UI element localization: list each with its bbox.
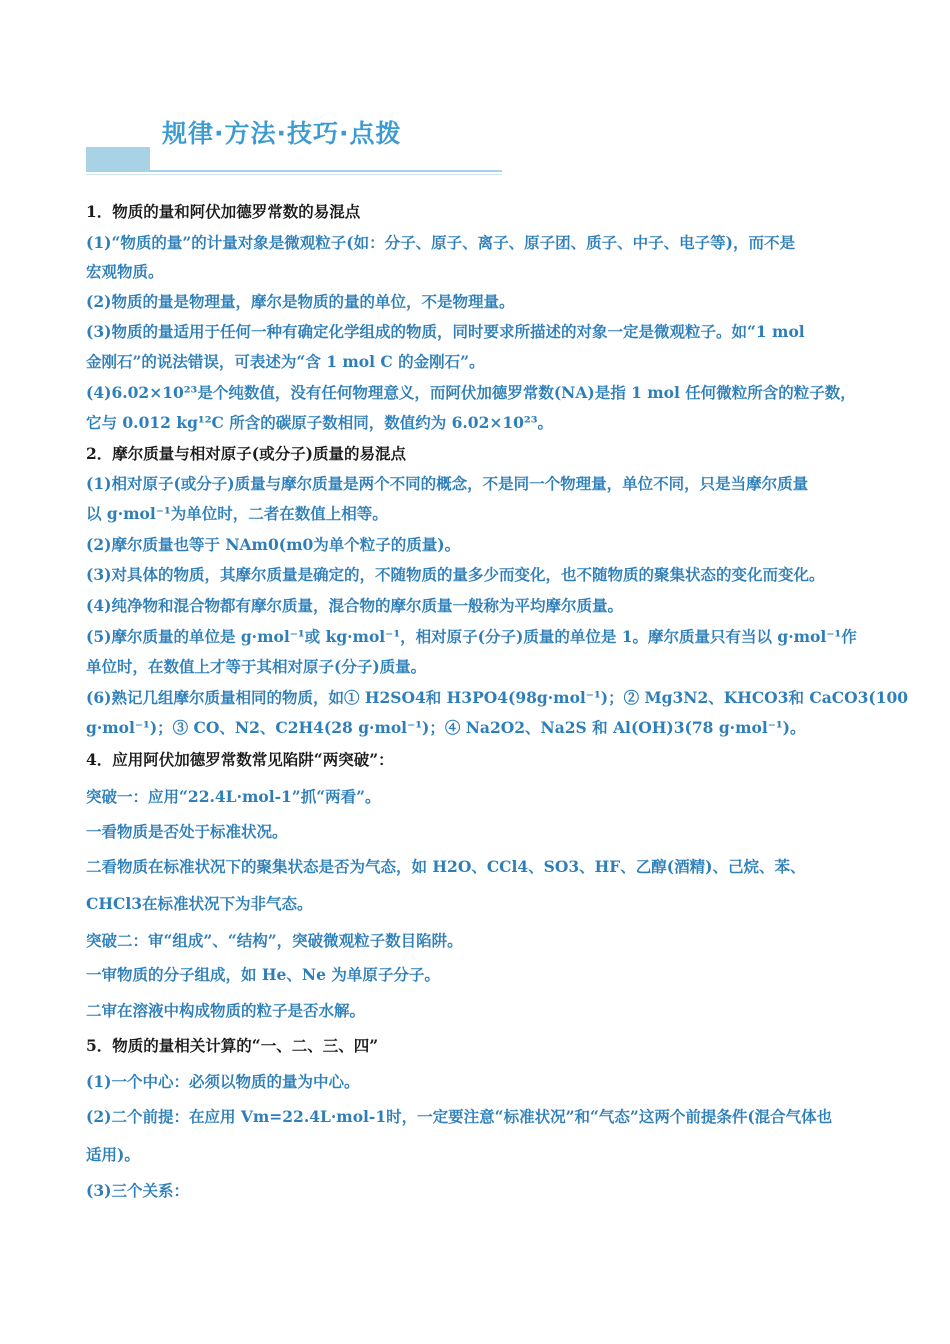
banner-rule (86, 170, 502, 172)
review-2: 二审在溶液中构成物质的粒子是否水解。 (86, 1001, 366, 1020)
heading-1: 1．物质的量和阿伏加德罗常数的易混点 (86, 202, 361, 221)
para-5-2-line1: (2)二个前提：在应用 Vm=22.4L·mol-1时，一定要注意“标准状况”和“气态”这两个前提条件(混合气体也 (86, 1107, 833, 1126)
para-2-6-line1: (6)熟记几组摩尔质量相同的物质，如① H2SO4和 H3PO4(98g·mol⁻¹)；② Mg3N2、KHCO3和 CaCO3(100 (86, 688, 909, 707)
para-1-4-line1: (4)6.02×10²³是个纯数值，没有任何物理意义，而阿伏加德罗常数(NA)是指 1 mol 任何微粒所含的粒子数， (86, 383, 856, 402)
para-1-3-line1: (3)物质的量适用于任何一种有确定化学组成的物质，同时要求所描述的对象一定是微观粒子。如“1 mol (86, 322, 805, 341)
breakthrough-2: 突破二：审“组成”、“结构”，突破微观粒子数目陷阱。 (86, 931, 463, 950)
heading-4: 4．应用阿伏加德罗常数常见陷阱“两突破”： (86, 750, 394, 769)
para-2-1-line1: (1)相对原子(或分子)质量与摩尔质量是两个不同的概念，不是同一个物理量，单位不同，只是当摩尔质量 (86, 474, 809, 493)
para-5-3: (3)三个关系： (86, 1181, 189, 1200)
para-1-4-line2: 它与 0.012 kg¹²C 所含的碳原子数相同，数值约为 6.02×10²³。 (86, 413, 553, 432)
heading-5: 5．物质的量相关计算的“一、二、三、四” (86, 1036, 379, 1055)
para-2-4: (4)纯净物和混合物都有摩尔质量，混合物的摩尔质量一般称为平均摩尔质量。 (86, 596, 623, 615)
para-5-1: (1)一个中心：必须以物质的量为中心。 (86, 1072, 360, 1091)
heading-2: 2．摩尔质量与相对原子(或分子)质量的易混点 (86, 444, 406, 463)
para-2-2: (2)摩尔质量也等于 NAm0(m0为单个粒子的质量)。 (86, 535, 461, 554)
breakthrough-1: 突破一：应用“22.4L·mol-1”抓“两看”。 (86, 787, 381, 806)
para-2-5-line2: 单位时，在数值上才等于其相对原子(分子)质量。 (86, 657, 427, 676)
section-banner-title: 规律·方法·技巧·点拨 (162, 119, 402, 148)
review-1: 一审物质的分子组成，如 He、Ne 为单原子分子。 (86, 965, 440, 984)
para-1-1-line2: 宏观物质。 (86, 262, 164, 281)
check-1: 一看物质是否处于标准状况。 (86, 822, 288, 841)
banner-rule-thin (86, 174, 502, 175)
para-1-3-line2: 金刚石”的说法错误，可表述为“含 1 mol C 的金刚石”。 (86, 352, 485, 371)
para-1-1-line1: (1)“物质的量”的计量对象是微观粒子(如：分子、原子、离子、原子团、质子、中子、电子等)，而不是 (86, 233, 795, 252)
check-2-line1: 二看物质在标准状况下的聚集状态是否为气态，如 H2O、CCl4、SO3、HF、乙醇(酒精)、己烷、苯、 (86, 857, 806, 876)
para-5-2-line2: 适用)。 (86, 1145, 140, 1164)
banner-tab (86, 147, 150, 171)
para-2-6-line2: g·mol⁻¹)；③ CO、N2、C2H4(28 g·mol⁻¹)；④ Na2O2、Na2S 和 Al(OH)3(78 g·mol⁻¹)。 (86, 718, 806, 737)
para-2-5-line1: (5)摩尔质量的单位是 g·mol⁻¹或 kg·mol⁻¹，相对原子(分子)质量的单位是 1。摩尔质量只有当以 g·mol⁻¹作 (86, 627, 857, 646)
para-2-1-line2: 以 g·mol⁻¹为单位时，二者在数值上相等。 (86, 504, 388, 523)
para-2-3: (3)对具体的物质，其摩尔质量是确定的，不随物质的量多少而变化，也不随物质的聚集状态的变化而变化。 (86, 565, 825, 584)
para-1-2: (2)物质的量是物理量，摩尔是物质的量的单位，不是物理量。 (86, 292, 515, 311)
check-2-line2: CHCl3在标准状况下为非气态。 (86, 894, 313, 913)
